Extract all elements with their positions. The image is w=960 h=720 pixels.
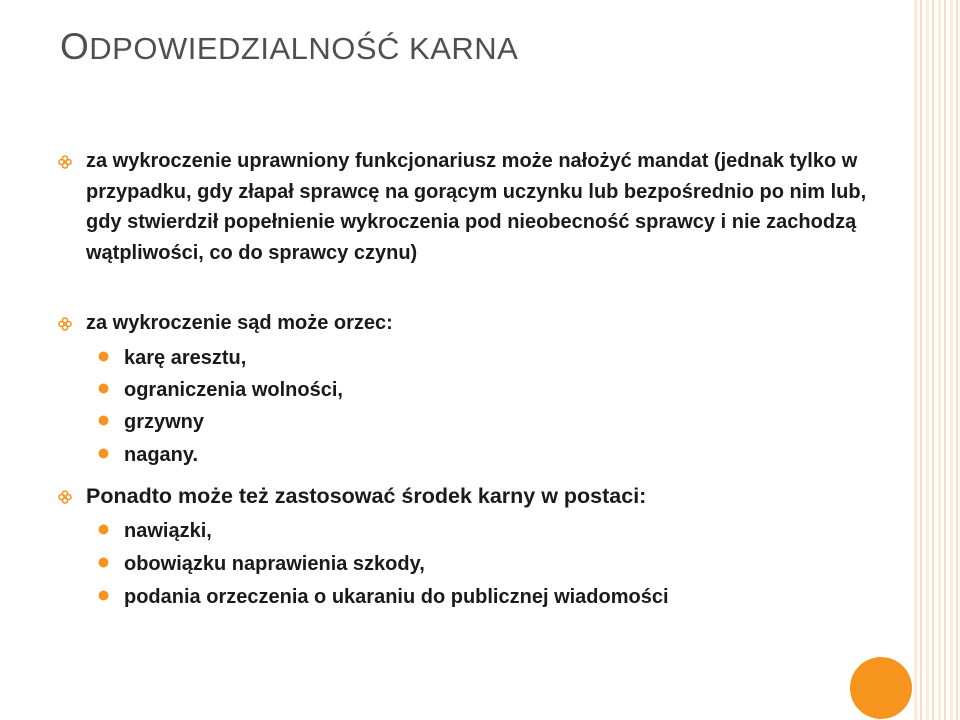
sub-bullet: [124, 343, 884, 373]
sub-bullet-text: nawiązki,: [124, 520, 212, 542]
bullet-text: za wykroczenie sąd może orzec:: [86, 312, 393, 334]
circle-bullet-icon: [98, 557, 109, 568]
flower-bullet-icon: [58, 490, 72, 504]
circle-bullet-icon: [98, 590, 109, 601]
sub-bullet-text: ograniczenia wolności,: [124, 379, 343, 401]
title-initial: O: [60, 26, 90, 67]
bullet-mandat: [86, 146, 886, 268]
right-stripes-decoration: [914, 0, 960, 720]
sub-bullet: [124, 549, 884, 579]
sub-bullet: [124, 516, 884, 546]
orange-circle-decoration: [850, 657, 912, 719]
bullet-text: za wykroczenie uprawniony funkcjonariusz może nałożyć mandat (jednak tylko w przypadku, gdy złapał sprawcę na gorącym uczynku lub bezpośrednio po nim lub, gdy stwierdził popełnienie wykroczenia pod nieobecność sprawcy i nie zachodzą wątpliwości, co do sprawcy czynu): [86, 150, 867, 264]
sub-bullet-text: podania orzeczenia o ukaraniu do publicznej wiadomości: [124, 586, 669, 608]
circle-bullet-icon: [98, 351, 109, 362]
sub-bullet-text: karę aresztu,: [124, 347, 247, 369]
sub-bullet: [124, 407, 884, 437]
slide-title: [60, 26, 518, 68]
circle-bullet-icon: [98, 383, 109, 394]
circle-bullet-icon: [98, 524, 109, 535]
circle-bullet-icon: [98, 415, 109, 426]
bullet-srodek-karny: [86, 481, 886, 512]
flower-bullet-icon: [58, 317, 72, 331]
sub-bullet: [124, 582, 884, 612]
sub-bullet-text: grzywny: [124, 411, 205, 433]
bullet-sad: [86, 308, 886, 339]
bullet-text: Ponadto może też zastosować środek karny w postaci:: [86, 484, 647, 508]
sub-bullet: [124, 375, 884, 405]
flower-bullet-icon: [58, 155, 72, 169]
sub-bullet: [124, 440, 884, 470]
circle-bullet-icon: [98, 448, 109, 459]
title-rest: DPOWIEDZIALNOŚĆ KARNA: [89, 31, 519, 66]
sub-bullet-text: obowiązku naprawienia szkody,: [124, 553, 425, 575]
sub-bullet-text: nagany.: [124, 444, 199, 466]
